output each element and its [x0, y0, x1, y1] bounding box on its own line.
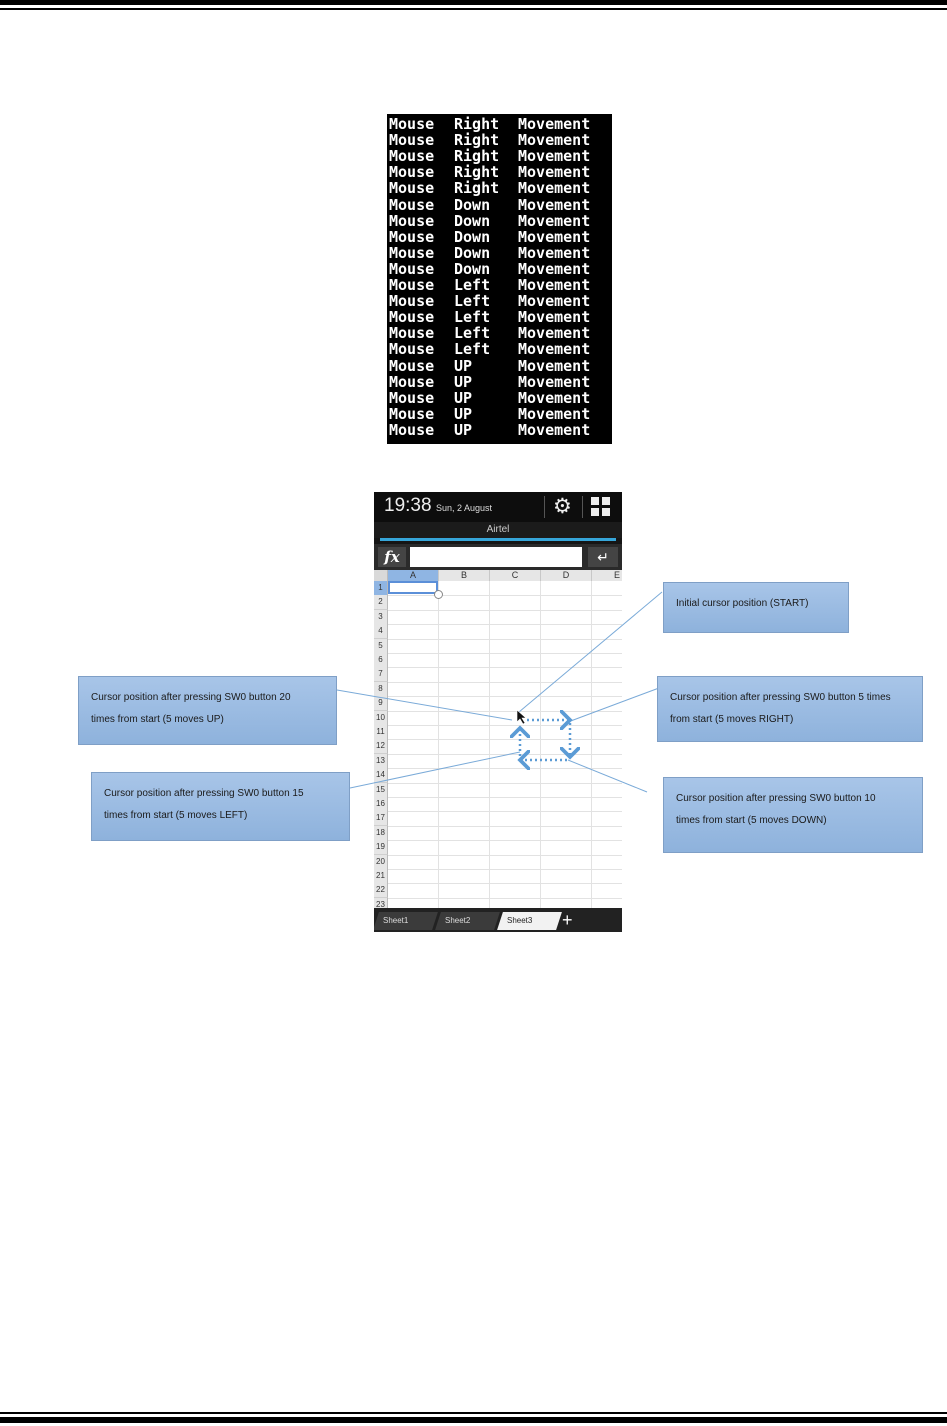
row-header[interactable]: 6 — [374, 653, 388, 668]
row-header[interactable]: 20 — [374, 855, 388, 870]
terminal-word: Left — [454, 276, 491, 294]
row-header[interactable]: 18 — [374, 826, 388, 841]
terminal-word: Mouse — [389, 340, 435, 359]
clock: 19:38 — [384, 495, 432, 516]
row-header[interactable]: 8 — [374, 682, 388, 697]
terminal-word: Down — [454, 259, 491, 278]
column-header[interactable]: B — [439, 570, 490, 581]
terminal-word: UP — [454, 404, 473, 423]
terminal-word: Mouse — [389, 195, 435, 214]
terminal-word: Movement — [518, 276, 591, 294]
terminal-word: Right — [454, 147, 500, 166]
row-header[interactable]: 16 — [374, 797, 388, 812]
terminal-word: Movement — [518, 308, 591, 327]
terminal-word: Mouse — [389, 420, 435, 439]
terminal-word: Mouse — [389, 308, 435, 327]
terminal-word: Mouse — [389, 115, 435, 133]
terminal-word: Movement — [518, 227, 591, 246]
terminal-word: Movement — [518, 195, 591, 214]
terminal-word: Movement — [518, 147, 591, 166]
leader-line-up — [337, 690, 512, 720]
leader-line-left — [350, 752, 520, 788]
sheet-tab-label: Sheet1 — [383, 916, 409, 925]
column-header[interactable]: C — [490, 570, 541, 581]
terminal-word: Right — [454, 115, 500, 133]
terminal-word: Left — [454, 340, 491, 359]
row-header[interactable]: 22 — [374, 883, 388, 898]
callout-text-line: times from start (5 moves LEFT) — [104, 810, 248, 821]
terminal-word: Mouse — [389, 163, 435, 182]
row-header[interactable]: 21 — [374, 869, 388, 884]
terminal-word: Right — [454, 131, 500, 150]
terminal-word: Movement — [518, 163, 591, 182]
terminal-word: Down — [454, 227, 491, 246]
callout-right — [657, 676, 923, 742]
status-date: Sun, 2 August — [436, 503, 493, 513]
terminal-word: Mouse — [389, 356, 435, 375]
row-header[interactable]: 9 — [374, 696, 388, 711]
row-header[interactable]: 14 — [374, 768, 388, 783]
row-header[interactable]: 15 — [374, 783, 388, 798]
terminal-word: Left — [454, 292, 491, 311]
terminal-word: Mouse — [389, 404, 435, 423]
terminal-word: Mouse — [389, 243, 435, 262]
terminal-word: Mouse — [389, 211, 435, 230]
terminal-word: UP — [454, 388, 473, 407]
terminal-word: Mouse — [389, 131, 435, 150]
leader-line-right — [568, 688, 659, 722]
terminal-word: Mouse — [389, 227, 435, 246]
terminal-word: Mouse — [389, 372, 435, 391]
terminal-word: Movement — [518, 259, 591, 278]
callout-text-line: Cursor position after pressing SW0 button 15 — [104, 788, 304, 799]
terminal-word: Movement — [518, 243, 591, 262]
callout-text-line: times from start (5 moves DOWN) — [676, 815, 827, 826]
terminal-word: UP — [454, 420, 473, 439]
row-header[interactable]: 19 — [374, 840, 388, 855]
row-header[interactable]: 1 — [374, 581, 388, 596]
sheet-tab-label: Sheet3 — [507, 916, 533, 925]
terminal-word: Movement — [518, 131, 591, 150]
terminal-word: Left — [454, 308, 491, 327]
callout-text-line: times from start (5 moves UP) — [91, 714, 224, 725]
row-header[interactable]: 10 — [374, 711, 388, 726]
carrier-label: Airtel — [374, 522, 622, 538]
callout-text-line: Cursor position after pressing SW0 button 10 — [676, 793, 876, 804]
row-header[interactable]: 11 — [374, 725, 388, 740]
sheet-tab-label: Sheet2 — [445, 916, 471, 925]
terminal-word: Right — [454, 163, 500, 182]
terminal-word: Down — [454, 211, 491, 230]
row-header[interactable]: 3 — [374, 610, 388, 625]
terminal-word: Left — [454, 324, 491, 343]
terminal-word: Mouse — [389, 276, 435, 294]
row-header[interactable]: 4 — [374, 624, 388, 639]
callout-text-line: Cursor position after pressing SW0 button 20 — [91, 692, 291, 703]
column-header[interactable]: D — [541, 570, 592, 581]
row-header[interactable]: 23 — [374, 898, 388, 908]
callout-up — [78, 676, 337, 745]
callout-text-line: Initial cursor position (START) — [676, 598, 809, 609]
row-header[interactable]: 2 — [374, 595, 388, 610]
mouse-pointer-icon — [517, 710, 526, 724]
footer-rule-thin — [0, 1412, 947, 1414]
terminal-word: Mouse — [389, 324, 435, 343]
leader-line-start — [519, 592, 662, 712]
callout-text-line: from start (5 moves RIGHT) — [670, 714, 794, 725]
row-header[interactable]: 12 — [374, 739, 388, 754]
terminal-word: Movement — [518, 372, 591, 391]
row-header[interactable]: 5 — [374, 639, 388, 654]
leader-line-down — [568, 760, 647, 792]
terminal-word: Right — [454, 179, 500, 198]
terminal-word: Movement — [518, 115, 591, 133]
terminal-word: Mouse — [389, 388, 435, 407]
gear-icon[interactable]: ⚙ — [553, 495, 572, 518]
callout-text-line: Cursor position after pressing SW0 button 5 times — [670, 692, 891, 703]
terminal-word: Down — [454, 243, 491, 262]
column-header[interactable]: A — [388, 570, 439, 581]
terminal-word: Movement — [518, 179, 591, 198]
terminal-word: Mouse — [389, 147, 435, 166]
terminal-word: Movement — [518, 324, 591, 343]
terminal-word: UP — [454, 356, 473, 375]
terminal-word: Movement — [518, 388, 591, 407]
terminal-word: Mouse — [389, 179, 435, 198]
terminal-word: Mouse — [389, 259, 435, 278]
row-header[interactable]: 17 — [374, 811, 388, 826]
column-header[interactable]: E — [592, 570, 622, 581]
enter-icon[interactable]: ↵ — [588, 547, 618, 567]
terminal-word: Down — [454, 195, 491, 214]
terminal-word: Movement — [518, 292, 591, 311]
add-sheet-icon[interactable]: + — [562, 910, 573, 930]
callout-left — [91, 772, 350, 841]
terminal-word: UP — [454, 372, 473, 391]
row-header[interactable]: 7 — [374, 667, 388, 682]
terminal-word: Movement — [518, 404, 591, 423]
row-header[interactable]: 13 — [374, 754, 388, 769]
terminal-word: Mouse — [389, 292, 435, 311]
terminal-word: Movement — [518, 340, 591, 359]
terminal-word: Movement — [518, 356, 591, 375]
footer-rule-thick — [0, 1417, 947, 1423]
callout-start — [663, 582, 849, 633]
fx-button[interactable]: fx — [378, 547, 406, 567]
terminal-word: Movement — [518, 420, 591, 439]
callout-down — [663, 777, 923, 853]
terminal-word: Movement — [518, 211, 591, 230]
